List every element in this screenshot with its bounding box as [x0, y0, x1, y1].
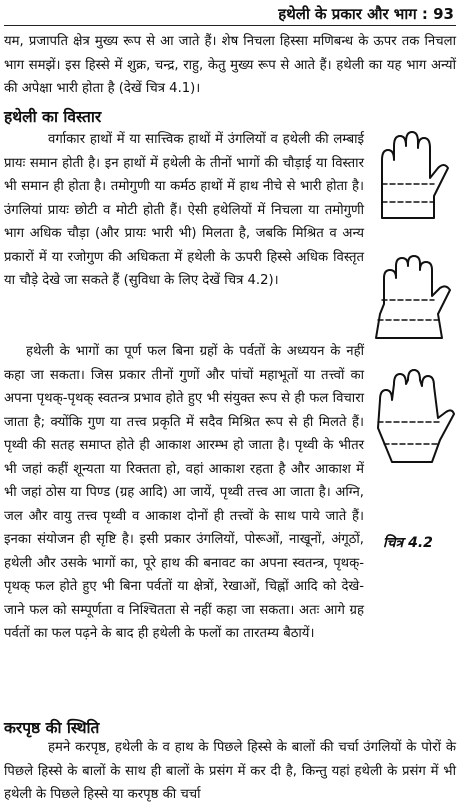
paragraph-4: हमने करपृष्ठ, हथेली के व हाथ के पिछले हिस्से के बालों की चर्चा उंगलियों के पोरों के पिछले हिस्से के बालों के साथ ही बालों के प्रसंग में कर दी है, किन्तु यहां हथेली के प्रसंग में भी हथेली के पिछले हिस्से या करपृष्ठ की चर्चा: [4, 740, 456, 802]
section-heading-expanse: हथेली का विस्तार: [4, 108, 102, 126]
paragraph-2: वर्गाकार हाथों में या सात्त्विक हाथों में उंगलियों व हथेली की लम्बाई प्रायः समान होती है। इन हाथों में हथेली के तीनों भागों की चौड़ाई या विस्तार भी समान ही होता है। तमोगुणी या कर्मठ हाथों में हाथ नीचे से भारी होता है। उंगलियां प्रायः छोटी व मोटी होती हैं। ऐसी हथेलियों में निचला या तमोगुणी भाग अधिक चौड़ा (और प्रायः भारी भी) मिलता है, जबकि मिश्रित व अन्य प्रकारों में या रजोगुण की अधिकता में हथेली के ऊपरी हिस्से अधिक विस्तृत या चौड़े देखे जा सकते हैं (सुविधा के लिए देखें चित्र 4.2)।: [4, 132, 364, 288]
figure-caption: चित्र 4.2: [383, 535, 433, 551]
figure-hand-illustrations: [368, 122, 456, 532]
paragraph-1: यम, प्रजापति क्षेत्र मुख्य रूप से आ जाते हैं। शेष निचला हिस्सा मणिबन्ध के ऊपर तक निचला भाग समझें। इस हिस्से में शुक्र, चन्द्र, राहु, केतु मुख्य रूप से आते हैं। हथेली का यह भाग अन्यों की अपेक्षा भारी होता है (देखें चित्र 4.1)।: [4, 34, 456, 96]
section-heading-back-of-hand: करपृष्ठ की स्थिति: [4, 719, 100, 737]
running-head: हथेली के प्रकार और भाग : 93: [278, 5, 454, 23]
hand-diagrams-svg: [368, 122, 456, 532]
paragraph-3: हथेली के भागों का पूर्ण फल बिना ग्रहों के पर्वतों के अध्ययन के नहीं कहा जा सकता। जिस प्रकार तीनों गुणों और पांचों महाभूतों या तत्त्वों का अपना पृथक्-पृथक् स्वतन्त्र प्रभाव होते हुए भी संयुक्त रूप से ही फल विचारा जाता है; क्योंकि गुण या तत्त्व प्रकृति में सदैव मिश्रित रूप से ही मिलते हैं। पृथ्वी की सतह समाप्त होते ही आकाश आरम्भ हो जाता है। पृथ्वी के भीतर भी जहां कहीं शून्यता या रिक्तता हो, वहां आकाश रहता है और आकाश में भी जहां ठोस या पिण्ड (ग्रह आदि) आ जायें, पृथ्वी तत्त्व आ जाता है। अग्नि, जल और वायु तत्त्व पृथ्वी व आकाश दोनों ही तत्त्वों के साथ पाये जाते हैं। इनका संयोजन ही सृष्टि है। इसी प्रकार उंगलियों, पोरूओं, नाखूनों, अंगूठों, हथेली और उसके भागों का, पूरे हाथ की बनावट का अपना स्वतन्त्र, पृथक्-पृथक् फल होते हुए भी बिना पर्वतों या क्षेत्रों, रेखाओं, चिह्नों आदि को देखे-जाने फल को सम्पूर्णता व निश्चितता से नहीं कहा जा सकता। अतः आगे ग्रह पर्वतों का फल पढ़ने के बाद ही हथेली के फलों का तारतम्य बैठायें।: [4, 344, 364, 641]
square-hand-drawing: [382, 132, 448, 218]
header-rule: [4, 25, 456, 26]
broad-upper-hand-drawing: [378, 370, 454, 462]
broad-lower-hand-drawing: [376, 256, 450, 338]
